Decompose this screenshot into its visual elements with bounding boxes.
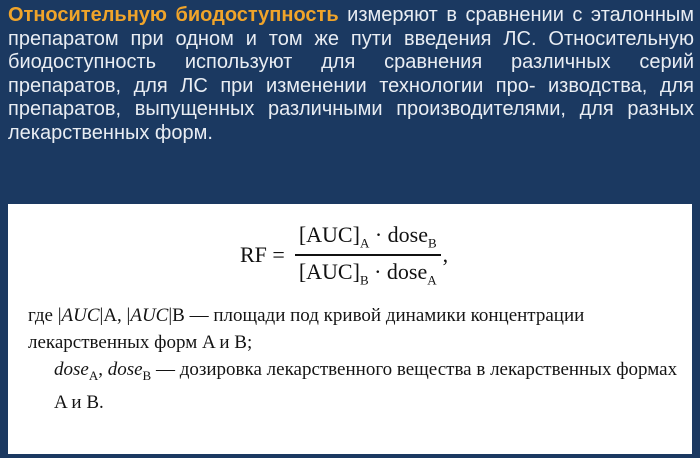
dose-definition (28, 356, 678, 416)
denominator-auc-sub: B (359, 272, 369, 288)
desc-mid: |A, | (99, 305, 131, 326)
denominator-dose-sub: A (427, 272, 437, 288)
numerator-auc: [AUC] (298, 222, 360, 247)
formula-panel (8, 204, 692, 454)
dose-a-sub: A (88, 367, 99, 383)
dose-a: dose (54, 359, 89, 380)
numerator-dose: · dose (369, 222, 428, 247)
formula-denominator (295, 259, 441, 288)
desc-prefix: где | (28, 305, 62, 326)
formula-comma: , (442, 242, 449, 268)
auc-definition-text: |B — площади под кривой динамики концентрации лекарственных форм A и B; (28, 305, 585, 353)
auc-a: AUC (61, 305, 100, 326)
intro-text: измеряют в сравнении с эталонным препаратом при одном и том же пути введения ЛС. Относительную биодоступность используют для сравнения различных серий препаратов, для ЛС при изменении технологии про- изводства, для препаратов, выпущенных различными производителями, для разных лекарственных форм. (8, 4, 694, 144)
denominator-dose: · dose (368, 258, 428, 284)
dose-definition-text: — дозировка лекарственного вещества в лекарственных формах A и B. (54, 359, 678, 413)
numerator-dose-sub: B (427, 235, 437, 251)
formula-lhs: RF = (240, 242, 285, 268)
relative-bioavailability-formula (240, 222, 448, 288)
dose-separator: , (98, 359, 108, 380)
formula-description (28, 302, 678, 416)
intro-paragraph (8, 4, 694, 145)
denominator-auc: [AUC] (298, 258, 360, 284)
formula-numerator (295, 222, 441, 251)
auc-definition (28, 302, 678, 356)
auc-b: AUC (130, 305, 169, 326)
dose-b-sub: B (142, 367, 152, 383)
intro-highlight: Относительную биодоступность (8, 4, 339, 26)
numerator-auc-sub: A (359, 235, 370, 251)
fraction-bar (295, 254, 441, 256)
formula-fraction (295, 222, 441, 288)
dose-b: dose (107, 359, 143, 380)
